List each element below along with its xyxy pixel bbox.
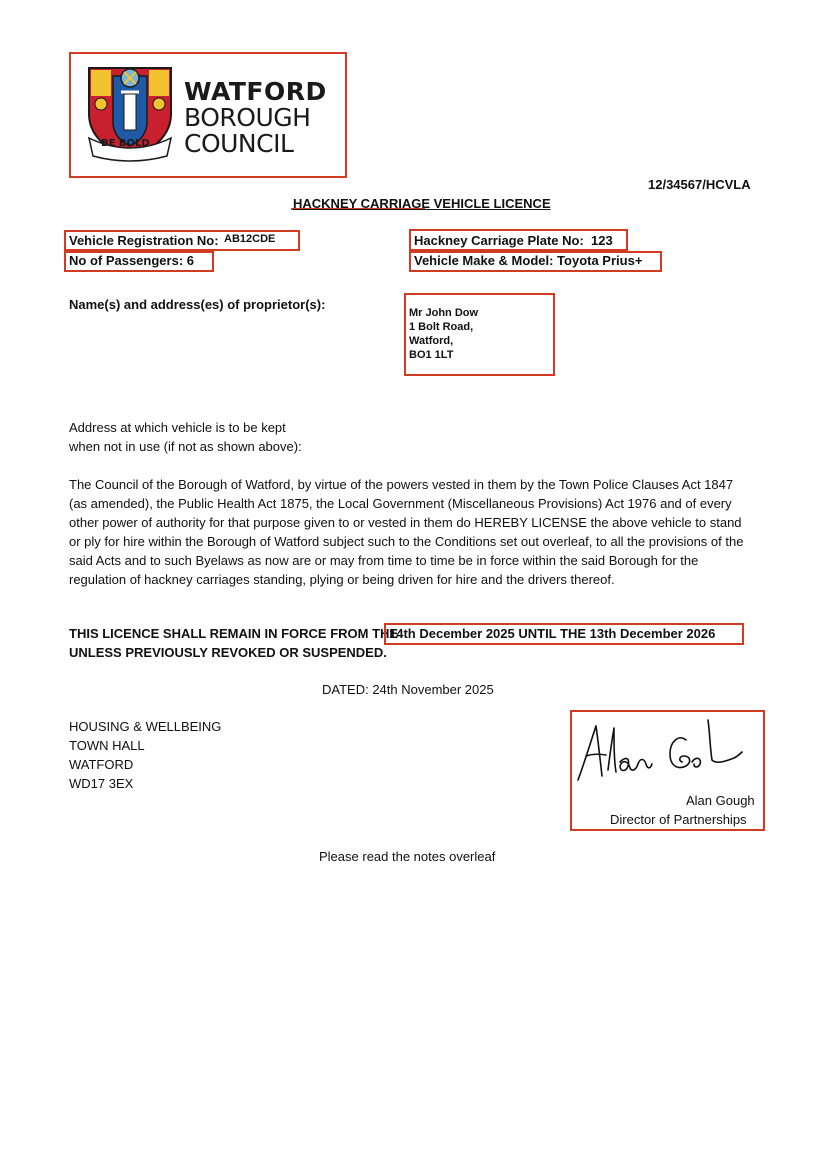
validity-period: 14th December 2025 UNTIL THE 13th December 2026	[389, 626, 716, 641]
crest-motto: BE BOLD	[101, 138, 150, 149]
footer-note: Please read the notes overleaf	[319, 849, 496, 864]
signatory-role: Director of Partnerships	[610, 812, 747, 827]
handwritten-signature-icon	[574, 714, 754, 786]
proprietor-line-2: 1 Bolt Road,	[409, 321, 474, 333]
office-address-line-1: HOUSING & WELLBEING	[69, 719, 222, 734]
proprietor-line-3: Watford,	[409, 335, 454, 347]
kept-address-line-1: Address at which vehicle is to be kept	[69, 420, 286, 435]
validity-suffix: UNLESS PREVIOUSLY REVOKED OR SUSPENDED.	[69, 645, 387, 660]
office-address-line-2: TOWN HALL	[69, 738, 145, 753]
passengers-field: No of Passengers: 6	[69, 253, 194, 268]
registration-value: AB12CDE	[224, 233, 276, 245]
plate-label: Hackney Carriage Plate No:	[414, 233, 584, 248]
kept-address-line-2: when not in use (if not as shown above):	[69, 439, 302, 454]
signatory-name: Alan Gough	[686, 793, 755, 808]
registration-label: Vehicle Registration No:	[69, 233, 219, 248]
proprietor-address	[409, 306, 478, 362]
licence-reference: 12/34567/HCVLA	[648, 177, 751, 192]
wordmark-line-1: WATFORD	[184, 77, 327, 106]
wordmark-line-3: COUNCIL	[184, 129, 294, 158]
council-wordmark	[184, 79, 327, 157]
office-address-line-4: WD17 3EX	[69, 776, 134, 791]
proprietor-line-4: BO1 1LT	[409, 349, 454, 361]
proprietor-label: Name(s) and address(es) of proprietor(s):	[69, 297, 326, 312]
logo-highlight-box	[69, 52, 347, 178]
dated-line: DATED: 24th November 2025	[322, 682, 494, 697]
licence-body-text: The Council of the Borough of Watford, by virtue of the powers vested in them by the Town Police Clauses Act 1847 (as amended), the Public Health Act 1875, the Local Government (Miscellaneous Provisions) Act 1976 and of every other power of authority for that purpose given to or vested in them do HEREBY LICENSE the above vehicle to stand or ply for hire within the Borough of Watford subject such to the Conditions set out overleaf, to all the provisions of the said Acts and to such Byelaws as now are or may from time to time be in force within the said Borough for the regulation of hackney carriages standing, plying or being driven for hire and the drivers thereof.	[69, 477, 744, 587]
wordmark-line-2: BOROUGH	[184, 103, 311, 132]
validity-prefix: THIS LICENCE SHALL REMAIN IN FORCE FROM THE	[69, 626, 399, 641]
plate-value: 123	[591, 233, 613, 248]
proprietor-line-1: Mr John Dow	[409, 307, 479, 319]
make-model-field: Vehicle Make & Model: Toyota Prius+	[414, 253, 643, 268]
document-title: HACKNEY CARRIAGE VEHICLE LICENCE	[293, 196, 551, 211]
office-address-line-3: WATFORD	[69, 757, 134, 772]
